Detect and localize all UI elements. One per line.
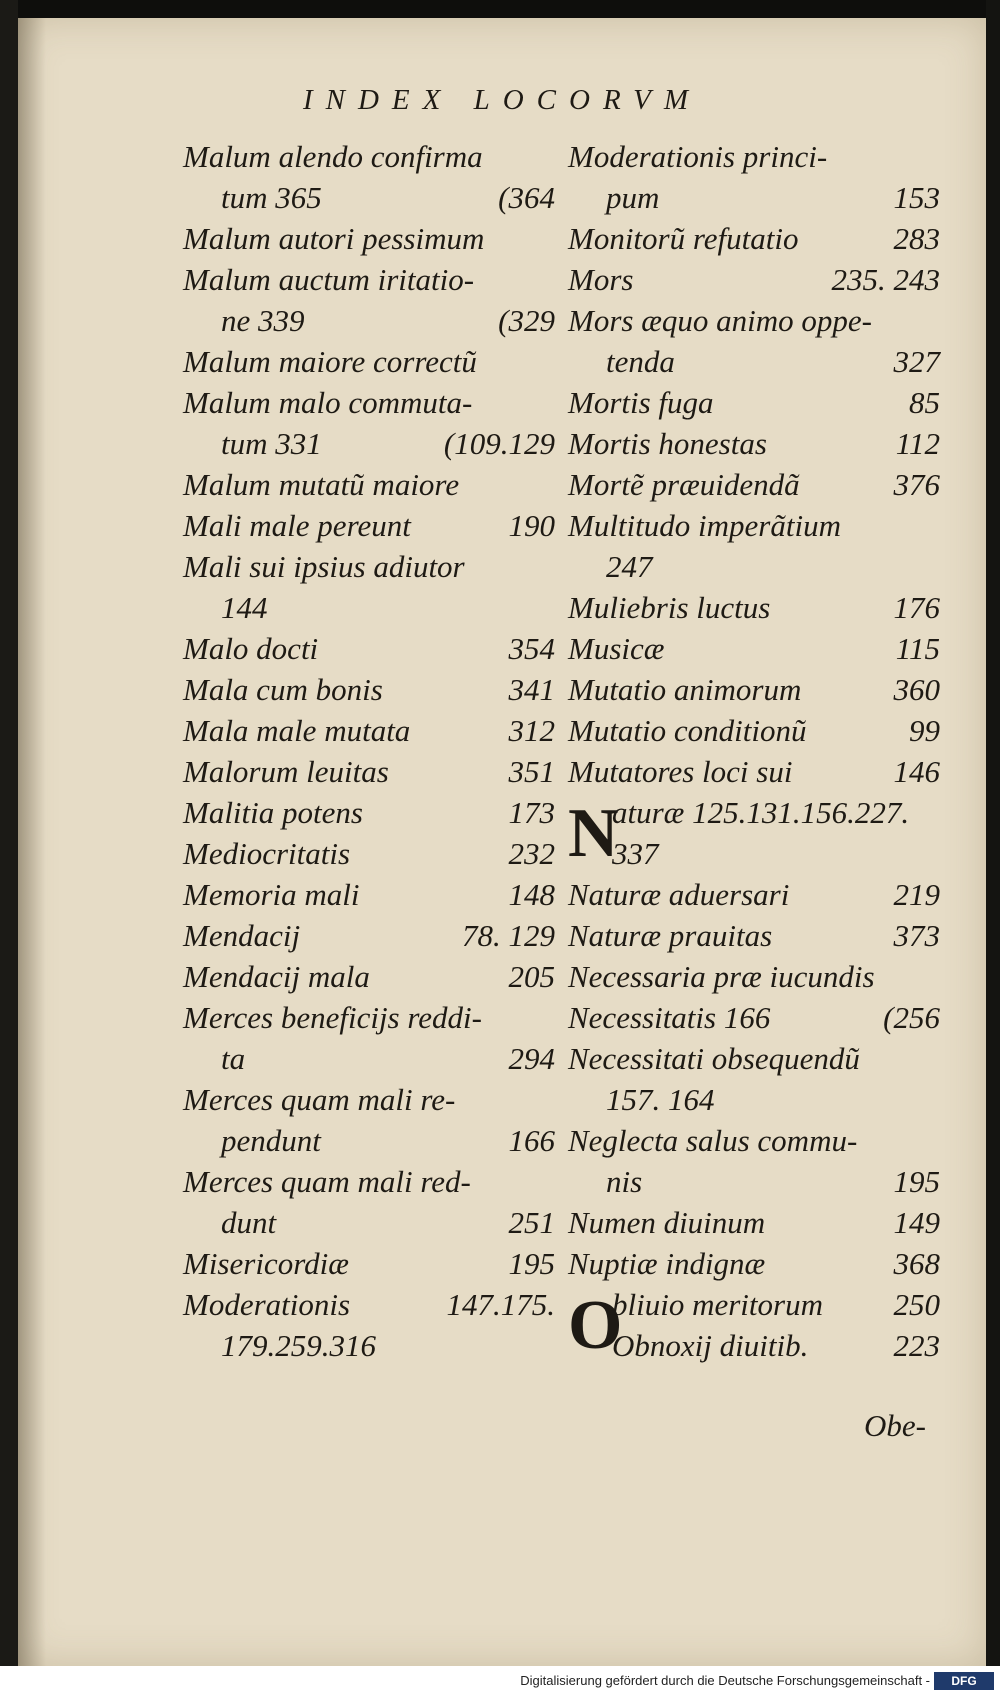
- entry-continuation: ta: [221, 1041, 246, 1076]
- index-entry: [183, 792, 555, 833]
- index-entry: [183, 751, 555, 792]
- entry-term: Nuptiæ indignæ: [568, 1246, 766, 1281]
- entry-pages: (364: [498, 180, 555, 215]
- entry-term: Monitorũ refutatio: [568, 221, 799, 256]
- entry-pages: 166: [508, 1123, 555, 1158]
- entry-pages: 232: [508, 836, 555, 871]
- entry-term: Numen diuinum: [568, 1205, 766, 1240]
- index-entry: [568, 1161, 940, 1202]
- entry-term: Mortẽ præuidendã: [568, 467, 800, 502]
- index-entry: [183, 259, 555, 300]
- entry-pages: 294: [508, 1041, 555, 1076]
- index-entry: [183, 628, 555, 669]
- entry-continuation: 157. 164: [606, 1082, 715, 1117]
- entry-continuation: Obnoxij diuitib.: [612, 1328, 809, 1363]
- entry-pages: 85: [909, 385, 940, 420]
- entry-pages: 99: [909, 713, 940, 748]
- entry-pages: 78. 129: [462, 918, 555, 953]
- index-entry: [568, 997, 940, 1038]
- entry-continuation: tum 331: [221, 426, 322, 461]
- index-entry: [568, 1325, 940, 1366]
- entry-term: Memoria mali: [183, 877, 360, 912]
- entry-term: Necessitatis 166: [568, 1000, 771, 1035]
- scan-edge-left: [0, 0, 18, 1697]
- index-entry: [568, 628, 940, 669]
- drop-capital: N: [568, 795, 619, 872]
- index-entry: [568, 710, 940, 751]
- index-entry: [183, 1038, 555, 1079]
- entry-pages: 112: [895, 426, 940, 461]
- entry-term: Mortis honestas: [568, 426, 767, 461]
- entry-term: Merces quam mali red-: [183, 1164, 471, 1199]
- entry-term: Malorum leuitas: [183, 754, 389, 789]
- entry-term: Moderationis: [183, 1287, 351, 1322]
- index-entry: [568, 1079, 940, 1120]
- index-column-left: [183, 136, 555, 1366]
- entry-pages: 173: [508, 795, 555, 830]
- index-entry: [568, 874, 940, 915]
- index-entry: [568, 915, 940, 956]
- entry-term: Necessitati obsequendũ: [568, 1041, 860, 1076]
- entry-pages: 195: [893, 1164, 940, 1199]
- entry-term: Multitudo imperãtium: [568, 508, 841, 543]
- entry-term: Mutatio animorum: [568, 672, 802, 707]
- index-entry: [568, 833, 940, 874]
- entry-term: Malum maiore correctũ: [183, 344, 477, 379]
- index-entry: [568, 1243, 940, 1284]
- entry-term: Malo docti: [183, 631, 319, 666]
- entry-pages: 250: [893, 1287, 940, 1322]
- entry-pages: 149: [893, 1205, 940, 1240]
- entry-pages: 190: [508, 508, 555, 543]
- running-head: INDEX LOCORVM: [302, 84, 702, 116]
- entry-pages: 223: [893, 1328, 940, 1363]
- entry-pages: 373: [893, 918, 940, 953]
- index-entry: [568, 956, 940, 997]
- index-entry: [568, 546, 940, 587]
- index-entry: [183, 1243, 555, 1284]
- index-entry: [183, 423, 555, 464]
- entry-term: Mors æquo animo oppe-: [568, 303, 872, 338]
- index-entry: [568, 587, 940, 628]
- index-entry: [568, 505, 940, 546]
- index-entry: [568, 136, 940, 177]
- entry-term: Naturæ prauitas: [568, 918, 773, 953]
- index-entry: [568, 464, 940, 505]
- entry-term: Mors: [568, 262, 634, 297]
- scan-edge-top: [0, 0, 1000, 20]
- index-entry: [183, 587, 555, 628]
- entry-term: Malum autori pessimum: [183, 221, 485, 256]
- entry-term: Misericordiæ: [183, 1246, 349, 1281]
- entry-term: Malum malo commuta-: [183, 385, 473, 420]
- entry-term: Merces quam mali re-: [183, 1082, 456, 1117]
- entry-term: Merces beneficijs reddi-: [183, 1000, 482, 1035]
- entry-term: aturæ 125.131.156.227.: [612, 795, 910, 830]
- entry-continuation: 144: [221, 590, 268, 625]
- entry-term: Mala male mutata: [183, 713, 411, 748]
- catchword: Obe-: [864, 1408, 926, 1443]
- entry-pages: 115: [895, 631, 940, 666]
- entry-pages: 205: [508, 959, 555, 994]
- entry-pages: 376: [893, 467, 940, 502]
- entry-continuation: nis: [606, 1164, 643, 1199]
- entry-term: Mendacij mala: [183, 959, 370, 994]
- entry-pages: 283: [893, 221, 940, 256]
- entry-pages: 153: [893, 180, 940, 215]
- entry-pages: 354: [508, 631, 555, 666]
- index-entry: [183, 1202, 555, 1243]
- book-page: [18, 18, 986, 1666]
- index-entry: [183, 382, 555, 423]
- index-entry: [183, 1284, 555, 1325]
- index-entry: [183, 1120, 555, 1161]
- index-entry: [568, 382, 940, 423]
- entry-pages: 341: [508, 672, 555, 707]
- index-entry: [183, 1325, 555, 1366]
- index-entry: [568, 1120, 940, 1161]
- entry-term: Mali sui ipsius adiutor: [183, 549, 465, 584]
- entry-term: Malum alendo confirma: [183, 139, 483, 174]
- entry-pages: 327: [893, 344, 940, 379]
- index-entry: [568, 218, 940, 259]
- index-entry: [568, 300, 940, 341]
- entry-pages: 251: [508, 1205, 555, 1240]
- entry-pages: 146: [893, 754, 940, 789]
- index-entry: [183, 710, 555, 751]
- entry-term: Neglecta salus commu-: [568, 1123, 858, 1158]
- entry-term: Naturæ aduersari: [568, 877, 790, 912]
- index-entry: [183, 874, 555, 915]
- entry-term: Mala cum bonis: [183, 672, 383, 707]
- entry-continuation: 179.259.316: [221, 1328, 376, 1363]
- entry-term: Mortis fuga: [568, 385, 714, 420]
- index-entry: [183, 341, 555, 382]
- entry-term: Moderationis princi-: [568, 139, 828, 174]
- entry-continuation: tenda: [606, 344, 675, 379]
- index-entry: [568, 1202, 940, 1243]
- entry-pages: (109.129: [443, 426, 555, 461]
- dfg-logo: DFG: [934, 1672, 994, 1690]
- index-entry: [183, 915, 555, 956]
- index-entry: [183, 1079, 555, 1120]
- entry-term: Mendacij: [183, 918, 301, 953]
- entry-term: Malitia potens: [183, 795, 363, 830]
- footer-credit: Digitalisierung gefördert durch die Deutsche Forschungsgemeinschaft -: [520, 1673, 930, 1688]
- index-entry: [183, 464, 555, 505]
- index-column-right: [568, 136, 940, 1366]
- drop-capital: O: [568, 1287, 623, 1364]
- index-entry: [568, 341, 940, 382]
- index-entry: [183, 546, 555, 587]
- entry-term: Mutatores loci sui: [568, 754, 793, 789]
- entry-continuation: 337: [612, 836, 659, 871]
- entry-term: Malum auctum iritatio-: [183, 262, 475, 297]
- entry-pages: 312: [508, 713, 555, 748]
- entry-continuation: pum: [606, 180, 660, 215]
- entry-pages: 235. 243: [831, 262, 940, 297]
- scan-edge-right: [986, 0, 1000, 1697]
- entry-term: Mali male pereunt: [183, 508, 411, 543]
- entry-pages: 195: [508, 1246, 555, 1281]
- entry-term: bliuio meritorum: [612, 1287, 823, 1322]
- entry-continuation: dunt: [221, 1205, 277, 1240]
- index-entry: [183, 997, 555, 1038]
- entry-term: Musicæ: [568, 631, 665, 666]
- entry-pages: (256: [883, 1000, 940, 1035]
- entry-pages: 148: [508, 877, 555, 912]
- index-entry: [183, 177, 555, 218]
- index-entry: [568, 669, 940, 710]
- entry-term: Necessaria præ iucundis: [568, 959, 875, 994]
- entry-continuation: 247: [606, 549, 653, 584]
- page-gutter-shadow: [18, 18, 46, 1666]
- index-entry: [568, 1038, 940, 1079]
- index-entry: [183, 669, 555, 710]
- index-entry: [183, 136, 555, 177]
- entry-pages: 219: [893, 877, 940, 912]
- index-entry: [183, 300, 555, 341]
- entry-pages: 360: [893, 672, 940, 707]
- entry-pages: 351: [508, 754, 555, 789]
- entry-pages: 176: [893, 590, 940, 625]
- index-entry: [183, 833, 555, 874]
- index-entry: [568, 423, 940, 464]
- index-entry: [183, 956, 555, 997]
- entry-term: Mutatio conditionũ: [568, 713, 807, 748]
- index-entry: [183, 1161, 555, 1202]
- entry-term: Muliebris luctus: [568, 590, 771, 625]
- entry-term: Mediocritatis: [183, 836, 351, 871]
- index-entry: [183, 505, 555, 546]
- entry-continuation: ne 339: [221, 303, 305, 338]
- entry-term: Malum mutatũ maiore: [183, 467, 460, 502]
- entry-pages: 147.175.: [446, 1287, 555, 1322]
- entry-continuation: pendunt: [221, 1123, 321, 1158]
- index-entry: [568, 177, 940, 218]
- entry-pages: 368: [893, 1246, 940, 1281]
- index-entry: [568, 259, 940, 300]
- index-entry: [568, 751, 940, 792]
- entry-pages: (329: [498, 303, 555, 338]
- index-entry: [183, 218, 555, 259]
- entry-continuation: tum 365: [221, 180, 322, 215]
